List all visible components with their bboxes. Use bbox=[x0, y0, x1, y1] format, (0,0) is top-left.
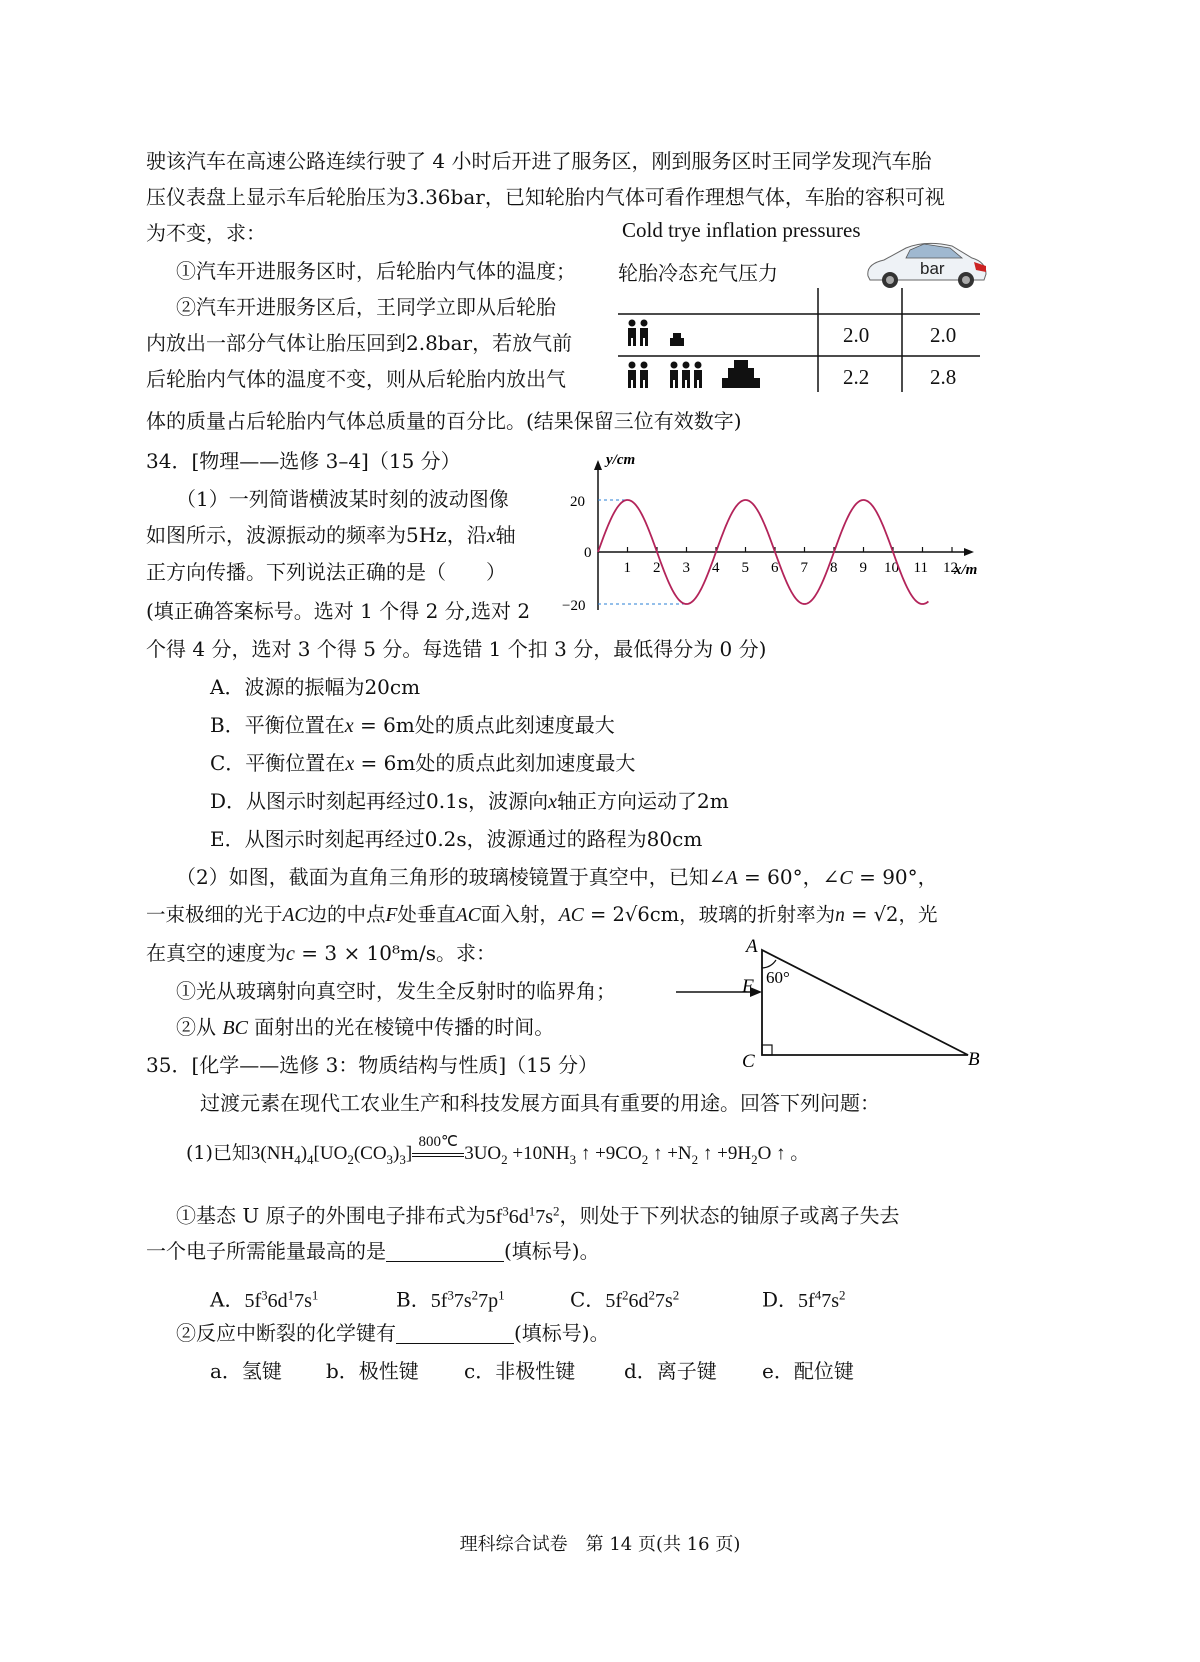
bond-option: e．配位键 bbox=[762, 1359, 854, 1383]
bond-option: c．非极性键 bbox=[464, 1359, 576, 1383]
label-a: A bbox=[746, 936, 758, 957]
p34-line-3: 正方向传播。下列说法正确的是（ ） bbox=[146, 560, 506, 584]
question-2-line-4: 体的质量占后轮胎内气体总质量的百分比。(结果保留三位有效数字) bbox=[146, 409, 742, 433]
section-34-heading: 34．[物理——选修 3–4]（15 分） bbox=[146, 449, 461, 473]
question-2-line-3: 后轮胎内气体的温度不变，则从后轮胎内放出气 bbox=[146, 367, 566, 391]
chem-equation: (1)已知$3(NH_4)_4[UO_2(CO_3)_3]$ 800℃ $3UO_2 +10NH_3$ ↑ $+9CO_2$ ↑ $+N_2$ ↑ $+9H_2O$ ↑ 。 bbox=[186, 1133, 810, 1167]
p34-2-line-1: （2）如图，截面为直角三角形的玻璃棱镜置于真空中，已知∠A = 60°，∠C = 90°， bbox=[176, 865, 938, 889]
question-1: ①汽车开进服务区时，后轮胎内气体的温度； bbox=[176, 259, 576, 283]
para-line-3: 为不变，求： bbox=[146, 221, 266, 245]
option-a: A．波源的振幅为20cm bbox=[210, 675, 421, 699]
p34-2-question-2: ②从 BC 面射出的光在棱镜中传播的时间。 bbox=[176, 1015, 555, 1039]
chem-q2: ②反应中断裂的化学键有 (填标号)。 bbox=[176, 1321, 610, 1345]
luggage-large-icon bbox=[722, 360, 760, 388]
x-tick-label: 3 bbox=[682, 560, 690, 576]
chem-option-b: B．$5f^37s^27p^1$ bbox=[396, 1287, 505, 1312]
y-axis-arrow bbox=[594, 460, 602, 470]
p34-line-1: （1）一列简谐横波某时刻的波动图像 bbox=[176, 487, 509, 511]
tire-title-en: Cold trye inflation pressures bbox=[622, 218, 861, 242]
y-tick-label: 20 bbox=[570, 494, 585, 510]
x-tick-label: 6 bbox=[771, 560, 779, 576]
answer-blank[interactable] bbox=[396, 1321, 514, 1344]
wave-chart bbox=[560, 448, 990, 628]
x-axis-label: x/m bbox=[954, 562, 978, 578]
people-icon bbox=[628, 320, 648, 347]
x-tick-label: 1 bbox=[623, 560, 631, 576]
chem-q1-line-2: 一个电子所需能量最高的是 (填标号)。 bbox=[146, 1239, 600, 1263]
bond-option: d．离子键 bbox=[624, 1359, 717, 1383]
x-tick-label: 10 bbox=[884, 560, 899, 576]
para-line-1: 驶该汽车在高速公路连续行驶了 4 小时后开进了服务区，刚到服务区时王同学发现汽车胎 bbox=[146, 149, 932, 173]
table-cell: 2.2 bbox=[843, 365, 870, 389]
x-tick-label: 5 bbox=[741, 560, 749, 576]
unit-badge: bar bbox=[920, 259, 945, 278]
luggage-small-icon bbox=[670, 333, 684, 346]
x-tick-label: 11 bbox=[913, 560, 928, 576]
y-axis-label: y/cm bbox=[606, 452, 636, 468]
question-2-line-1: ②汽车开进服务区后，王同学立即从后轮胎 bbox=[176, 295, 556, 319]
bond-option: a．氢键 bbox=[210, 1359, 282, 1383]
x-axis-arrow bbox=[964, 548, 974, 556]
option-c: C．平衡位置在x = 6m处的质点此刻加速度最大 bbox=[210, 751, 636, 775]
p34-line-2: 如图所示，波源振动的频率为5Hz，沿x轴 bbox=[146, 523, 516, 547]
x-tick-label: 8 bbox=[830, 560, 838, 576]
p34-line-4: (填正确答案标号。选对 1 个得 2 分,选对 2 bbox=[146, 599, 531, 623]
option-e: E．从图示时刻起再经过0.2s，波源通过的路程为80cm bbox=[210, 827, 703, 851]
p34-line-5: 个得 4 分，选对 3 个得 5 分。每选错 1 个扣 3 分，最低得分为 0 分) bbox=[146, 637, 767, 661]
para-line-2: 压仪表盘上显示车后轮胎压为3.36bar，已知轮胎内气体可看作理想气体，车胎的容积可视 bbox=[146, 185, 945, 209]
x-tick-label: 12 bbox=[943, 560, 958, 576]
table-cell: 2.0 bbox=[930, 323, 957, 347]
bond-option: b．极性键 bbox=[326, 1359, 419, 1383]
table-cell: 2.0 bbox=[843, 323, 870, 347]
option-d: D．从图示时刻起再经过0.1s，波源向x轴正方向运动了2m bbox=[210, 789, 729, 813]
tire-title-cn: 轮胎冷态充气压力 bbox=[618, 261, 778, 285]
table-cell: 2.8 bbox=[930, 365, 957, 389]
chem-option-a: A．$5f^36d^17s^1$ bbox=[210, 1287, 319, 1312]
label-c: C bbox=[742, 1051, 755, 1072]
chem-intro: 过渡元素在现代工农业生产和科技发展方面具有重要的用途。回答下列问题： bbox=[200, 1091, 880, 1115]
y-tick-label: 0 bbox=[584, 545, 592, 561]
page-footer: 理科综合试卷 第 14 页(共 16 页) bbox=[459, 1534, 741, 1555]
x-tick-label: 7 bbox=[800, 560, 808, 576]
x-tick-label: 2 bbox=[653, 560, 661, 576]
chem-option-c: C．$5f^26d^27s^2$ bbox=[570, 1287, 680, 1312]
chem-q1-line-1: ①基态 U 原子的外围电子排布式为$5f^36d^17s^2$，则处于下列状态的铀原子或离子失去 bbox=[176, 1203, 900, 1228]
people-group-icon bbox=[628, 362, 702, 389]
p34-2-question-1: ①光从玻璃射向真空时，发生全反射时的临界角； bbox=[176, 979, 616, 1003]
section-35-heading: 35．[化学——选修 3：物质结构与性质]（15 分） bbox=[146, 1053, 598, 1077]
chem-option-d: D．$5f^47s^2$ bbox=[762, 1287, 846, 1312]
label-f: F bbox=[742, 976, 754, 997]
angle-label: 60° bbox=[766, 968, 790, 987]
x-tick-label: 9 bbox=[859, 560, 867, 576]
question-2-line-2: 内放出一部分气体让胎压回到2.8bar，若放气前 bbox=[146, 331, 573, 355]
prism-diagram bbox=[670, 930, 990, 1075]
x-tick-label: 4 bbox=[712, 560, 720, 576]
label-b: B bbox=[968, 1049, 980, 1070]
p34-2-line-2: 一束极细的光于AC边的中点F处垂直AC面入射，AC = 2√6cm，玻璃的折射率为n = √2，光 bbox=[146, 903, 938, 926]
option-b: B．平衡位置在x = 6m处的质点此刻速度最大 bbox=[210, 713, 615, 737]
answer-blank[interactable] bbox=[386, 1239, 504, 1262]
p34-2-line-3: 在真空的速度为c = 3 × 10⁸m/s。求： bbox=[146, 941, 496, 965]
car-icon bbox=[862, 236, 990, 290]
y-tick-label: −20 bbox=[562, 598, 586, 614]
